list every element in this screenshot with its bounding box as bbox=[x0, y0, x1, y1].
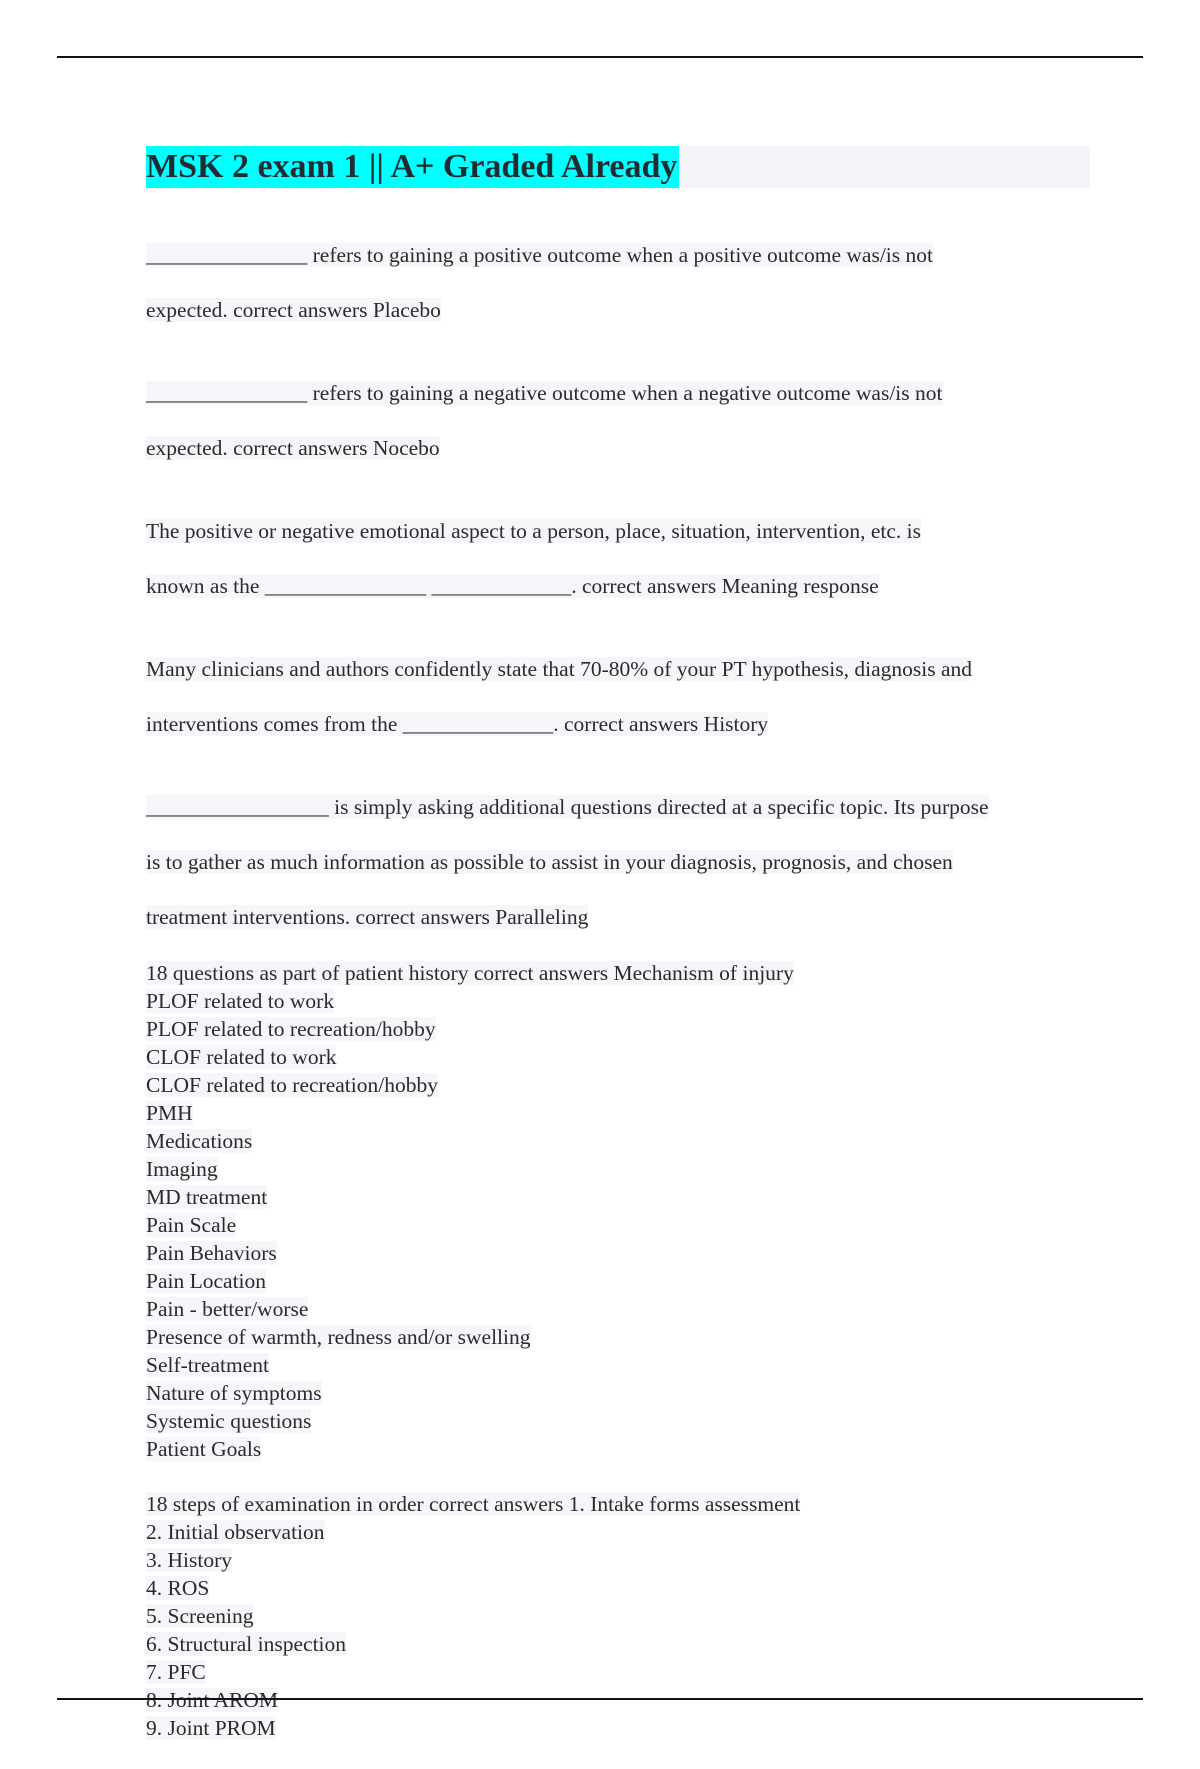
list-item bbox=[146, 1379, 1090, 1407]
list-item bbox=[146, 1267, 1090, 1295]
list-item-text: 9. Joint PROM bbox=[146, 1716, 276, 1740]
qa-item-nocebo bbox=[146, 352, 1090, 462]
list-item bbox=[146, 1518, 1090, 1546]
list-item bbox=[146, 1407, 1090, 1435]
list-item bbox=[146, 987, 1090, 1015]
list-item-text: Pain Behaviors bbox=[146, 1241, 277, 1265]
list-item bbox=[146, 1602, 1090, 1630]
list-item-text: 5. Screening bbox=[146, 1604, 254, 1628]
qa-line: expected. correct answers Placebo bbox=[146, 297, 441, 322]
list-item-text: Systemic questions bbox=[146, 1409, 312, 1433]
list-item-text: 8. Joint AROM bbox=[146, 1688, 279, 1712]
list-item bbox=[146, 1211, 1090, 1239]
qa-line: expected. correct answers Nocebo bbox=[146, 435, 440, 460]
list-item bbox=[146, 1323, 1090, 1351]
list-item-text: MD treatment bbox=[146, 1185, 268, 1209]
list-item-text: CLOF related to recreation/hobby bbox=[146, 1073, 438, 1097]
list-item bbox=[146, 1239, 1090, 1267]
list-item-text: 3. History bbox=[146, 1548, 232, 1572]
list-item-text: Imaging bbox=[146, 1157, 218, 1181]
list-item-text: Patient Goals bbox=[146, 1437, 262, 1461]
qa-line: _________________ is simply asking additional questions directed at a specific topic. Its purpose bbox=[146, 794, 989, 819]
list-item-text: Pain - better/worse bbox=[146, 1297, 309, 1321]
list-item bbox=[146, 1155, 1090, 1183]
list-item bbox=[146, 1658, 1090, 1686]
list-item bbox=[146, 1071, 1090, 1099]
list-item bbox=[146, 1015, 1090, 1043]
qa-line: known as the _______________ _____________. correct answers Meaning response bbox=[146, 573, 879, 598]
list-item-text: Self-treatment bbox=[146, 1353, 269, 1377]
list-item-text: PLOF related to recreation/hobby bbox=[146, 1017, 436, 1041]
list-item-text: PMH bbox=[146, 1101, 193, 1125]
list-item-text: Pain Location bbox=[146, 1269, 267, 1293]
list-item bbox=[146, 1435, 1090, 1463]
qa-line: The positive or negative emotional aspect to a person, place, situation, intervention, etc. is bbox=[146, 518, 921, 543]
list-item-text: 18 steps of examination in order correct answers 1. Intake forms assessment bbox=[146, 1492, 801, 1516]
list-item bbox=[146, 1127, 1090, 1155]
qa-item-history bbox=[146, 628, 1090, 738]
list-item-text: 6. Structural inspection bbox=[146, 1632, 347, 1656]
list-item-text: Pain Scale bbox=[146, 1213, 237, 1237]
list-item-text: Nature of symptoms bbox=[146, 1381, 322, 1405]
qa-line: _______________ refers to gaining a negative outcome when a negative outcome was/is not bbox=[146, 380, 943, 405]
top-rule bbox=[57, 56, 1143, 58]
qa-line: _______________ refers to gaining a positive outcome when a positive outcome was/is not bbox=[146, 242, 933, 267]
history-questions-list bbox=[146, 959, 1090, 1463]
list-item bbox=[146, 1546, 1090, 1574]
qa-item-meaning-response bbox=[146, 490, 1090, 600]
document-title: MSK 2 exam 1 || A+ Graded Already bbox=[146, 146, 679, 188]
list-item-text: 4. ROS bbox=[146, 1576, 210, 1600]
list-item-text: 7. PFC bbox=[146, 1660, 206, 1684]
list-item-text: PLOF related to work bbox=[146, 989, 335, 1013]
title-row bbox=[146, 146, 1090, 188]
list-item bbox=[146, 1686, 1090, 1714]
list-item bbox=[146, 1099, 1090, 1127]
list-item-text: CLOF related to work bbox=[146, 1045, 337, 1069]
list-item bbox=[146, 1043, 1090, 1071]
qa-line: Many clinicians and authors confidently state that 70-80% of your PT hypothesis, diagnosis and bbox=[146, 656, 973, 681]
qa-item-paralleling bbox=[146, 766, 1090, 931]
list-item-text: Presence of warmth, redness and/or swelling bbox=[146, 1325, 531, 1349]
list-item-text: Medications bbox=[146, 1129, 253, 1153]
qa-item-placebo bbox=[146, 214, 1090, 324]
list-item bbox=[146, 1351, 1090, 1379]
exam-steps-list bbox=[146, 1490, 1090, 1742]
qa-line: treatment interventions. correct answers Paralleling bbox=[146, 904, 589, 929]
list-item bbox=[146, 959, 1090, 987]
list-item-text: 18 questions as part of patient history correct answers Mechanism of injury bbox=[146, 961, 794, 985]
list-item bbox=[146, 1630, 1090, 1658]
list-item bbox=[146, 1295, 1090, 1323]
qa-line: interventions comes from the ______________. correct answers History bbox=[146, 711, 769, 736]
list-item bbox=[146, 1574, 1090, 1602]
list-item bbox=[146, 1183, 1090, 1211]
list-item-text: 2. Initial observation bbox=[146, 1520, 325, 1544]
document-body bbox=[146, 146, 1090, 1769]
qa-line: is to gather as much information as possible to assist in your diagnosis, prognosis, and chosen bbox=[146, 849, 953, 874]
list-item bbox=[146, 1490, 1090, 1518]
list-item bbox=[146, 1714, 1090, 1742]
